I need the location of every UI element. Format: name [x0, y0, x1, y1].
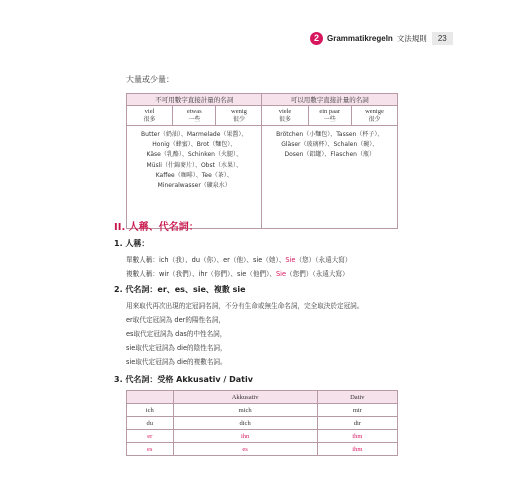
- word-cell: viele 很多: [262, 106, 308, 126]
- countable-examples: [262, 126, 398, 229]
- table-row: [127, 417, 398, 430]
- case-table: [126, 390, 398, 456]
- plural-persons: 複數人稱：wir（我們）、ihr（你們）、sie（他們）、Sie（您們）（永遠大寫）: [126, 270, 349, 278]
- table-header-cell: Akkusativ: [173, 391, 317, 404]
- pronoun-rule-line: 用來取代再次出現的定冠詞名詞，不分有生命或無生命名詞，完全取決於定冠詞。: [126, 302, 364, 310]
- example-line: Brötchen（小麵包）、Tassen（杯子）、: [276, 131, 384, 138]
- page-header: [310, 29, 453, 47]
- table-cell: mir: [317, 404, 397, 417]
- page-number: 23: [432, 32, 453, 45]
- table-cell: ihm: [317, 443, 397, 456]
- word-cell: viel 很多: [127, 106, 173, 126]
- table-cell: dich: [173, 417, 317, 430]
- subsection-2-title: 2. 代名詞：er、es、sie、複數 sie: [114, 285, 246, 294]
- example-line: Kaffee（咖啡）、Tee（茶）、: [155, 171, 233, 179]
- header-title-en: Grammatikregeln: [327, 33, 393, 43]
- example-line: Dosen（鋁罐）、Flaschen（瓶）: [284, 151, 375, 159]
- header-title-zh: 文法規則: [396, 33, 427, 43]
- table-cell: mich: [173, 404, 317, 417]
- table-cell: ihm: [317, 430, 397, 443]
- quantity-table: [126, 93, 398, 229]
- table-cell: er: [127, 430, 174, 443]
- section-title: II. 人稱、代名詞：: [114, 222, 199, 233]
- word-cell: wenige 很少: [351, 106, 397, 126]
- example-line: Butter（奶油）、Marmelade（果醬）、: [141, 131, 248, 138]
- table-header-cell: [127, 391, 174, 404]
- pronoun-rule-line: er取代定冠詞為 der的陽性名詞，: [126, 316, 225, 324]
- word-cell: ein paar 一些: [308, 106, 351, 126]
- countable-header: 可以用數字直接計量的名詞: [262, 94, 398, 106]
- table-row: [127, 430, 398, 443]
- table-cell: du: [127, 417, 174, 430]
- table-cell: es: [127, 443, 174, 456]
- pronoun-rule-line: es取代定冠詞為 das的中性名詞，: [126, 330, 227, 338]
- word-cell: wenig 很少: [216, 106, 262, 126]
- chapter-number-badge: 2: [310, 32, 323, 45]
- table-cell: ich: [127, 404, 174, 417]
- pronoun-rule-line: sie取代定冠詞為 die的陰性名詞，: [126, 344, 227, 352]
- intro-label: 大量或少量：: [126, 75, 174, 84]
- singular-persons: 單數人稱：ich（我）、du（你）、er（他）、sie（她）、Sie（您）（永遠大寫）: [126, 256, 352, 264]
- table-row: [127, 443, 398, 456]
- subsection-3-title: 3. 代名詞：受格 Akkusativ / Dativ: [114, 375, 253, 384]
- table-cell: dir: [317, 417, 397, 430]
- example-line: Käse（乳酪）、Schinken（火腿）、: [146, 151, 242, 159]
- example-line: Mineralwasser（礦泉水）: [157, 181, 231, 189]
- example-line: Honig（蜂蜜）、Brot（麵包）、: [152, 141, 237, 149]
- word-cell: etwas 一些: [173, 106, 216, 126]
- table-cell: es: [173, 443, 317, 456]
- uncountable-examples: [127, 126, 262, 229]
- table-header-cell: Dativ: [317, 391, 397, 404]
- pronoun-rule-line: sie取代定冠詞為 die的複數名詞。: [126, 358, 227, 366]
- table-header-row: [127, 391, 398, 404]
- example-line: Gläser（玻璃杯）、Schalen（碗）、: [281, 141, 379, 149]
- table-row: [127, 404, 398, 417]
- uncountable-header: 不可用數字直接計量的名詞: [127, 94, 262, 106]
- example-line: Müsli（什錦麥片）、Obst（水果）、: [146, 161, 242, 169]
- subsection-1-title: 1. 人稱：: [114, 239, 150, 248]
- table-cell: ihn: [173, 430, 317, 443]
